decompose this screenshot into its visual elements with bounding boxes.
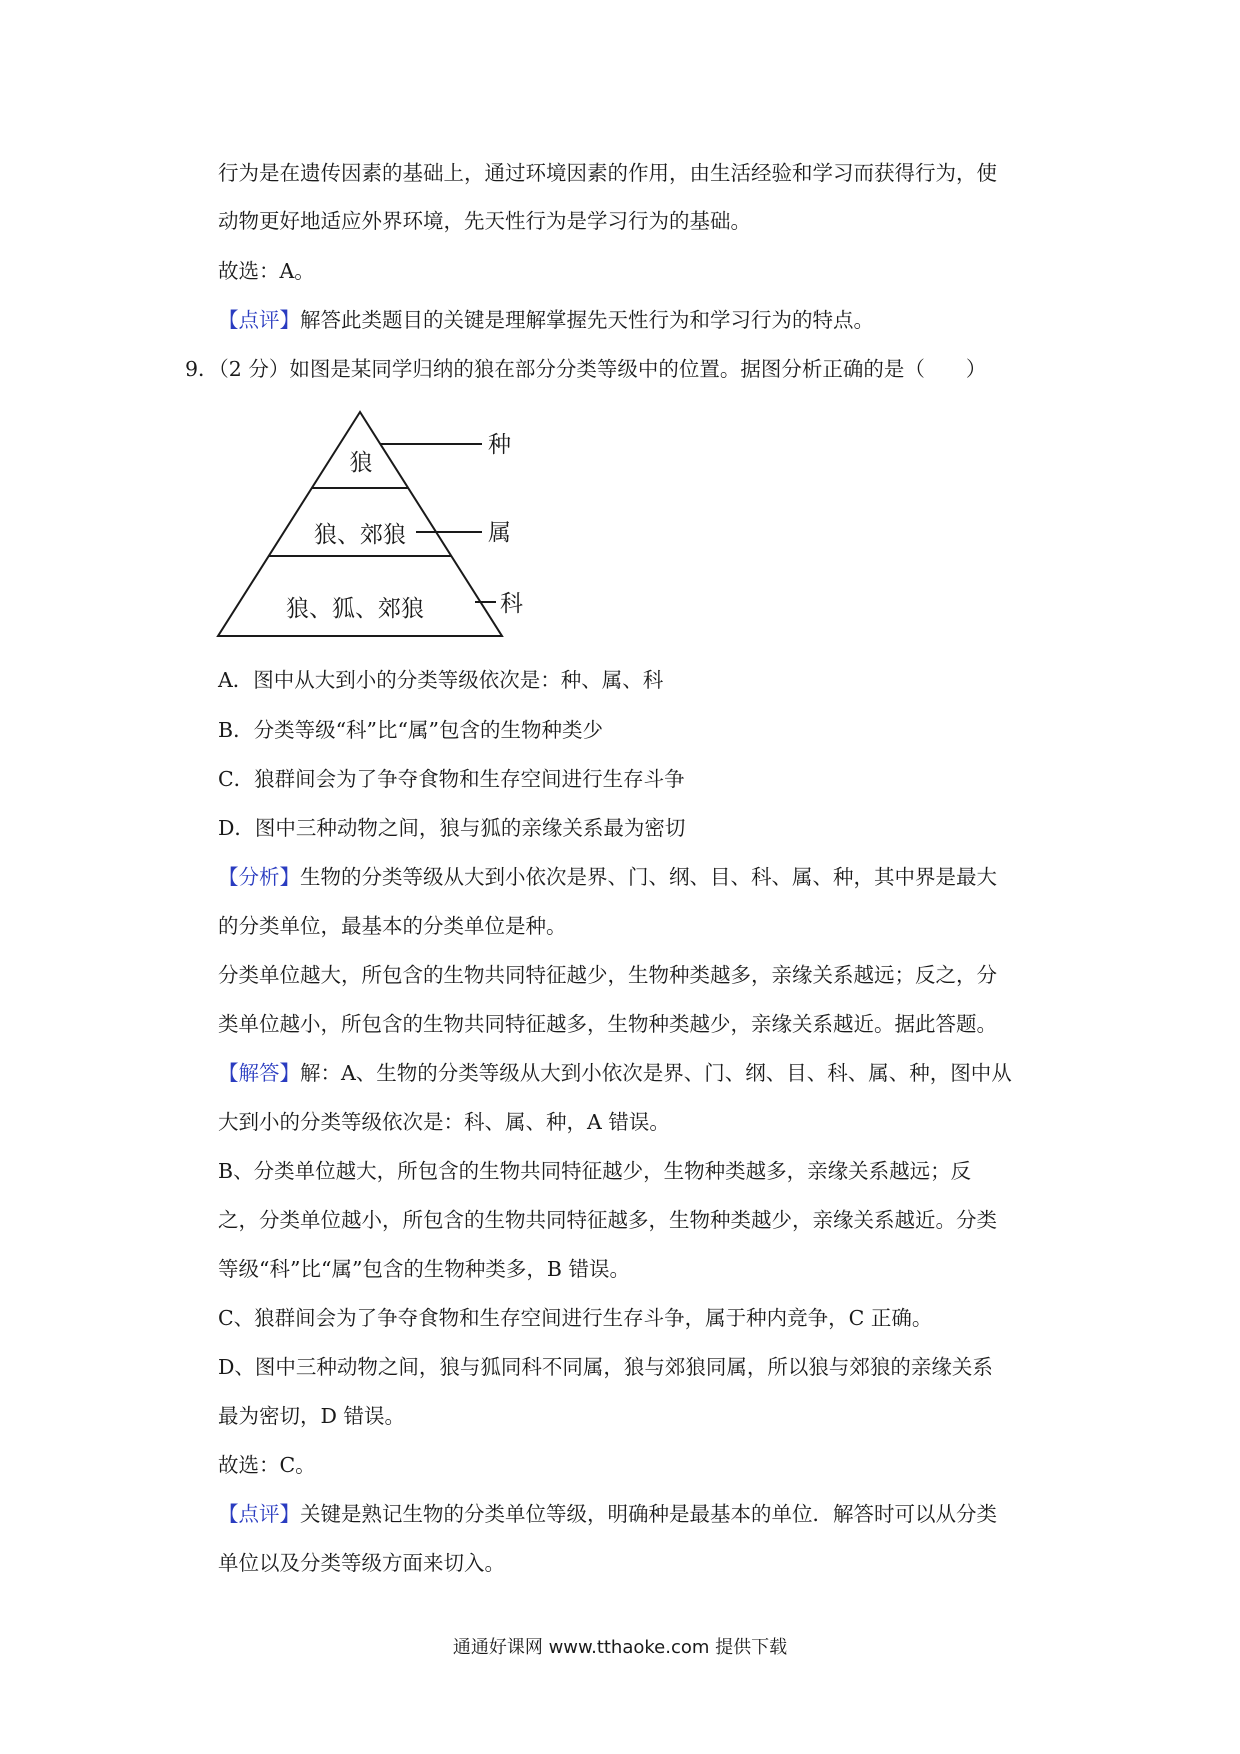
- analysis-line-3: 分类单位越大，所包含的生物共同特征越少，生物种类越多，亲缘关系越远；反之，分: [218, 963, 997, 987]
- option-d: D．图中三种动物之间，狼与狐的亲缘关系最为密切: [218, 816, 686, 840]
- comment-tag-2: 【点评】: [218, 1502, 300, 1526]
- rank-label-species: 种: [488, 432, 511, 458]
- comment-text-2: 关键是熟记生物的分类单位等级，明确种是最基本的单位．解答时可以从分类: [300, 1502, 997, 1526]
- analysis-line-2: 的分类单位，最基本的分类单位是种。: [218, 914, 567, 938]
- analysis-line-1: [218, 863, 997, 891]
- prev-comment: [218, 306, 874, 334]
- question-text: （2 分）如图是某同学归纳的狼在部分分类等级中的位置。据图分析正确的是（ ）: [218, 357, 987, 381]
- answer-line-4: 之，分类单位越小，所包含的生物共同特征越多，生物种类越少，亲缘关系越近。分类: [218, 1208, 997, 1232]
- pyramid-middle-label: 狼、郊狼: [314, 522, 406, 548]
- rank-label-genus: 属: [488, 520, 511, 546]
- answer-line-7: D、图中三种动物之间，狼与狐同科不同属，狼与郊狼同属，所以狼与郊狼的亲缘关系: [218, 1355, 993, 1379]
- option-c: C．狼群间会为了争夺食物和生存空间进行生存斗争: [218, 767, 685, 791]
- prev-choice: 故选：A。: [218, 259, 315, 283]
- analysis-tag: 【分析】: [218, 865, 300, 889]
- answer-line-2: 大到小的分类等级依次是：科、属、种，A 错误。: [218, 1110, 670, 1134]
- answer-line-5: 等级“科”比“属”包含的生物种类多，B 错误。: [218, 1257, 631, 1281]
- answer-choice: 故选：C。: [218, 1453, 316, 1477]
- prev-text-line-2: 动物更好地适应外界环境，先天性行为是学习行为的基础。: [218, 209, 751, 233]
- pyramid-top-label: 狼: [349, 450, 373, 476]
- footer-watermark: 通通好课网 www.tthaoke.com 提供下载: [452, 1637, 788, 1658]
- prev-text-line-1: 行为是在遗传因素的基础上，通过环境因素的作用，由生活经验和学习而获得行为，使: [218, 161, 997, 185]
- pyramid-bottom-label: 狼、狐、郊狼: [286, 596, 424, 622]
- comment-text: 解答此类题目的关键是理解掌握先天性行为和学习行为的特点。: [300, 308, 874, 332]
- comment-line-1: [218, 1500, 997, 1528]
- answer-line-1: [218, 1059, 1012, 1087]
- analysis-text: 生物的分类等级从大到小依次是界、门、纲、目、科、属、种，其中界是最大: [300, 865, 997, 889]
- analysis-line-4: 类单位越小，所包含的生物共同特征越多，生物种类越少，亲缘关系越近。据此答题。: [218, 1012, 997, 1036]
- answer-line-3: B、分类单位越大，所包含的生物共同特征越少，生物种类越多，亲缘关系越远；反: [218, 1159, 972, 1183]
- comment-tag: 【点评】: [218, 308, 300, 332]
- question-number: 9．: [185, 357, 219, 381]
- option-b: B．分类等级“科”比“属”包含的生物种类少: [218, 718, 603, 742]
- answer-text: 解：A、生物的分类等级从大到小依次是界、门、纲、目、科、属、种，图中从: [300, 1061, 1012, 1085]
- rank-label-family: 科: [500, 591, 523, 617]
- answer-tag: 【解答】: [218, 1061, 300, 1085]
- classification-pyramid-diagram: [210, 404, 540, 644]
- answer-line-8: 最为密切，D 错误。: [218, 1404, 405, 1428]
- question-stem: [185, 355, 986, 383]
- comment-line-2: 单位以及分类等级方面来切入。: [218, 1551, 505, 1575]
- option-a: A．图中从大到小的分类等级依次是：种、属、科: [218, 668, 664, 692]
- answer-line-6: C、狼群间会为了争夺食物和生存空间进行生存斗争，属于种内竞争，C 正确。: [218, 1306, 933, 1330]
